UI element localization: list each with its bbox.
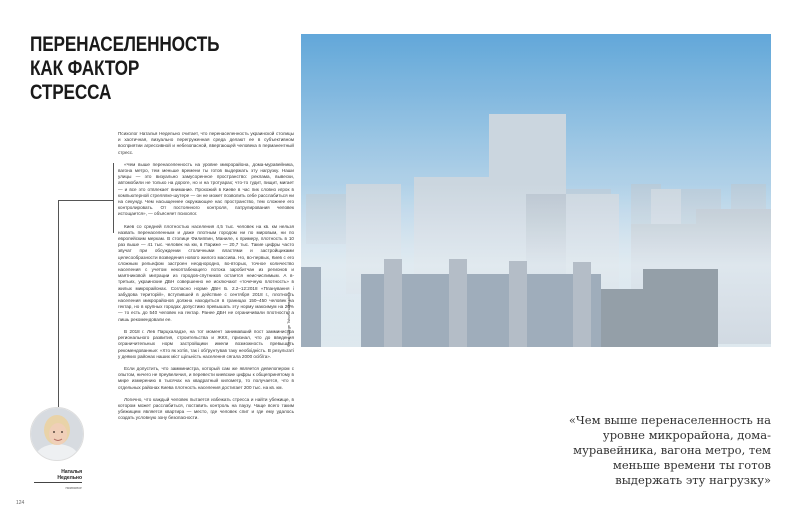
city-fog-photo	[301, 34, 771, 347]
article-paragraph: Киев со средней плотностью населения 4,5 тыс. человек на кв. км нельзя назвать перенаселенным и даже плотным городом ни по мировым, ни по европейским меркам. В столице Филиппин, Маниле, к примеру, плотность в 10 раз выше — 41 тыс. человек на км, в Париже — 20,7 тыс. Такие цифры часто звучат при обсуждении столичными властями и застройщиками целесообразности возведения нового жилого массива. Но, во-первых, Киев с его сложным рельефом застроен неоднородно, во-вторых, точное количество населения с учетом некоптабеющего потока заробитчан из регионов и маятниковой миграции из городов-спутников остается неисчислимым. А в-третьих, украинские ДБН совершенно не исключают «точечную плотность» в жилых микрорайонах. Согласно норме ДБН Б. 2.2–12:2018 «Планування і забудова територій», вступившей в действие с сентября 2018 г., плотность населения микрорайонов должна находиться в границах 150–450 человек на гектар, но в крупных городах допустимо превышать эту норму максимум на 20% — то есть до 540 человек на гектар. Ранее ДБН не ограничивали плотность, а лишь рекомендовали ее.	[118, 223, 294, 322]
title-line-3: СТРЕССА	[30, 81, 112, 104]
article-body	[118, 131, 294, 428]
article-paragraph: В 2018 г. Лев Парцхаладзе, на тот момент занимавший пост замминистра регионального развития, строительства и ЖКХ, признал, что до введения ограничительных норм застройщики имели возможность превышать рекомендованные: «Хто як хотів, так і обґрунтував таку необхідність. В результаті у деяких районах наших міст щільність населення сягала 2000 осіб/га».	[118, 328, 294, 359]
title-line-2: КАК ФАКТОР	[30, 57, 140, 80]
article-paragraph: Логично, что каждый человек пытается избежать стресса и найти убежище, в котором может расслабиться, поставить контроль на паузу. Чаще всего таким убежищем является квартира — место, где человек спит и где ему удалось создать условную зону безопасности.	[118, 396, 294, 421]
author-portrait	[30, 407, 84, 461]
page-number: 124	[16, 500, 25, 506]
city-skyline-illustration	[301, 34, 771, 347]
title-line-1: ПЕРЕНАСЕЛЕННОСТЬ	[30, 33, 220, 56]
quote-connector-horizontal	[58, 200, 114, 201]
author-first-name: Наталья	[61, 469, 82, 475]
article-paragraph: Если допустить, что замминистра, который сам же является девелопером с опытом, ничего не преувеличил, и перевести киевские цифры к общепринятому в мире измерению в тысячах на квадратный километр, то получается, что в отдельных районах Киева плотность населения достигает 200 тыс. на кв. км.	[118, 365, 294, 390]
byline-divider	[34, 482, 82, 483]
portrait-icon	[31, 408, 83, 460]
quote-connector-vertical-top	[113, 163, 114, 233]
article-paragraph: Психолог Наталья Недельно считает, что перенаселенность украинской столицы и хаотичная, визуально перегруженная среда делают ее в субъективном восприятии агрессивной и небезопасной, ввергающей человека в перманентный стресс.	[118, 131, 294, 155]
article-paragraph: «Чем выше перенаселенность на уровне микрорайона, дома-муравейника, вагона метро, тем меньше времени ты готов выдержать эту нагрузку. Наши улицы — это визуально замусоренное пространство: реклама, вывески, автомобили не только на дороге, но и на тротуарах; что-то гудит, пищит, мигает — и все это отвлекает внимание. Прохожий в Киеве в час пик словно игрок в компьютерной стрелялке-шутере — он не может позволить себе расслабиться ни на секунду. Чем насыщеннее окружающее нас пространство, тем сложнее его контролировать. От постоянного контроля, патрулирования человек истощается», — объясняет психолог.	[118, 161, 294, 217]
author-role: психолог	[65, 485, 82, 490]
article-title	[30, 33, 219, 105]
pull-quote: «Чем выше перенаселенность на уровне микрорайона, дома-муравейника, вагона метро, тем меньше времени ты готов выдержать эту нагрузку»	[568, 413, 771, 487]
quote-connector-vertical-bottom	[58, 200, 59, 407]
photo-credit: Фото: Serge Tsho/Shutterstock	[286, 292, 291, 347]
author-last-name: Недельно	[57, 475, 82, 481]
author-name	[30, 469, 82, 481]
